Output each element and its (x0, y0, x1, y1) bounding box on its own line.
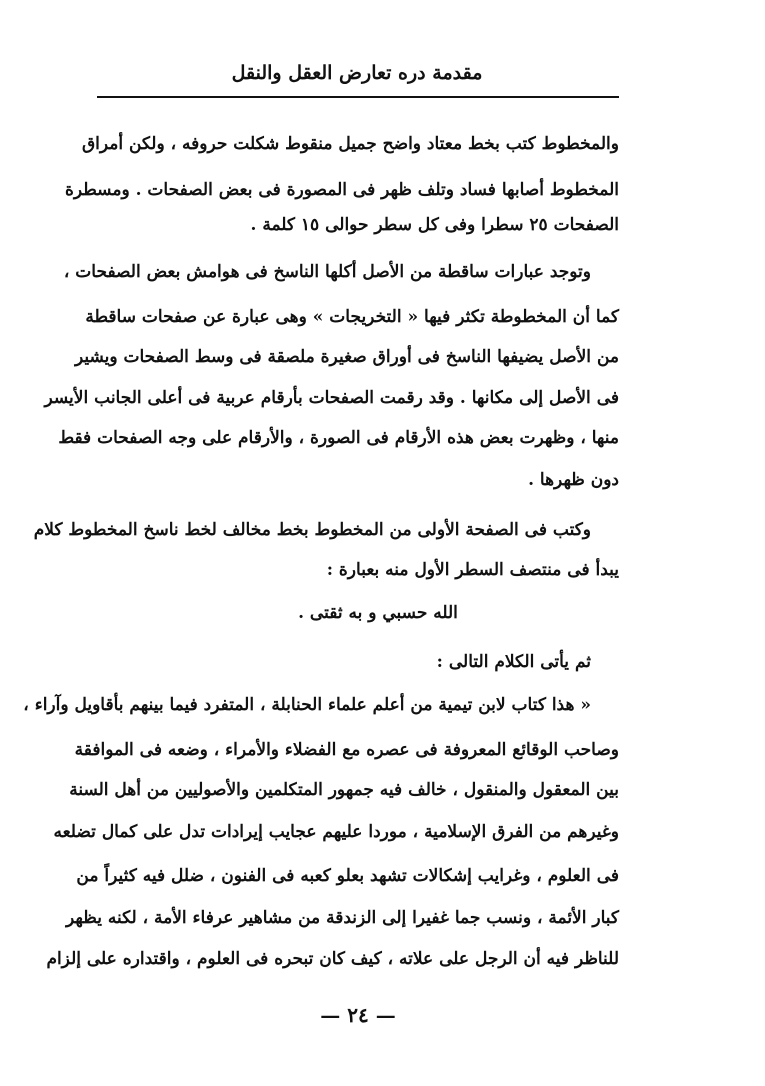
text-line-19: كبار الأئمة ، ونسب جما غفيرا إلى الزندقة من مشاهير عرفاء الأمة ، لكنه يظهر (66, 908, 619, 928)
text-line-20: للناظر فيه أن الرجل على علاته ، كيف كان تبحره فى العلوم ، واقتداره على إلزام (46, 949, 619, 969)
text-line-6: من الأصل يضيفها الناسخ فى أوراق صغيرة ملصقة فى وسط الصفحات ويشير (74, 347, 619, 367)
text-line-14: « هذا كتاب لابن تيمية من أعلم علماء الحنابلة ، المتفرد فيما بينهم بأقاويل وآراء ، (23, 695, 591, 715)
text-line-2: المخطوط أصابها فساد وتلف ظهر فى المصورة فى بعض الصفحات . ومسطرة (64, 180, 619, 200)
text-line-11: يبدأ فى منتصف السطر الأول منه بعبارة : (326, 560, 619, 580)
header-rule (97, 96, 619, 98)
text-line-8: منها ، وظهرت بعض هذه الأرقام فى الصورة ، والأرقام على وجه الصفحات فقط (58, 428, 619, 448)
text-line-1: والمخطوط كتب بخط معتاد واضح جميل منقوط شكلت حروفه ، ولكن أمراق (81, 134, 619, 154)
text-line-7: فى الأصل إلى مكانها . وقد رقمت الصفحات بأرقام عربية فى أعلى الجانب الأيسر (44, 388, 619, 408)
text-line-5: كما أن المخطوطة تكثر فيها « التخريجات » وهى عبارة عن صفحات ساقطة (85, 307, 619, 327)
text-line-17: وغيرهم من الفرق الإسلامية ، موردا عليهم عجايب إيرادات تدل على كمال تضلعه (53, 822, 619, 842)
text-line-13: ثم يأتى الكلام التالى : (436, 652, 591, 672)
text-line-12: الله حسبي و به ثقتى . (298, 603, 458, 623)
text-line-10: وكتب فى الصفحة الأولى من المخطوط بخط مخالف لخط ناسخ المخطوط كلام (33, 520, 591, 540)
running-header: مقدمة دره تعارض العقل والنقل (231, 62, 483, 84)
text-line-3: الصفحات ٢٥ سطرا وفى كل سطر حوالى ١٥ كلمة . (250, 215, 619, 235)
text-line-9: دون ظهرها . (528, 470, 619, 490)
text-line-15: وصاحب الوقائع المعروفة فى عصره مع الفضلاء والأمراء ، وضعه فى الموافقة (74, 740, 619, 760)
page-number: — ٢٤ — (320, 1003, 396, 1027)
text-line-4: وتوجد عبارات ساقطة من الأصل أكلها الناسخ فى هوامش بعض الصفحات ، (63, 262, 591, 282)
text-line-18: فى العلوم ، وغرايب إشكالات تشهد بعلو كعبه فى الفنون ، ضلل فيه كثيراً من (76, 866, 619, 886)
text-line-16: بين المعقول والمنقول ، خالف فيه جمهور المتكلمين والأصوليين من أهل السنة (69, 780, 619, 800)
